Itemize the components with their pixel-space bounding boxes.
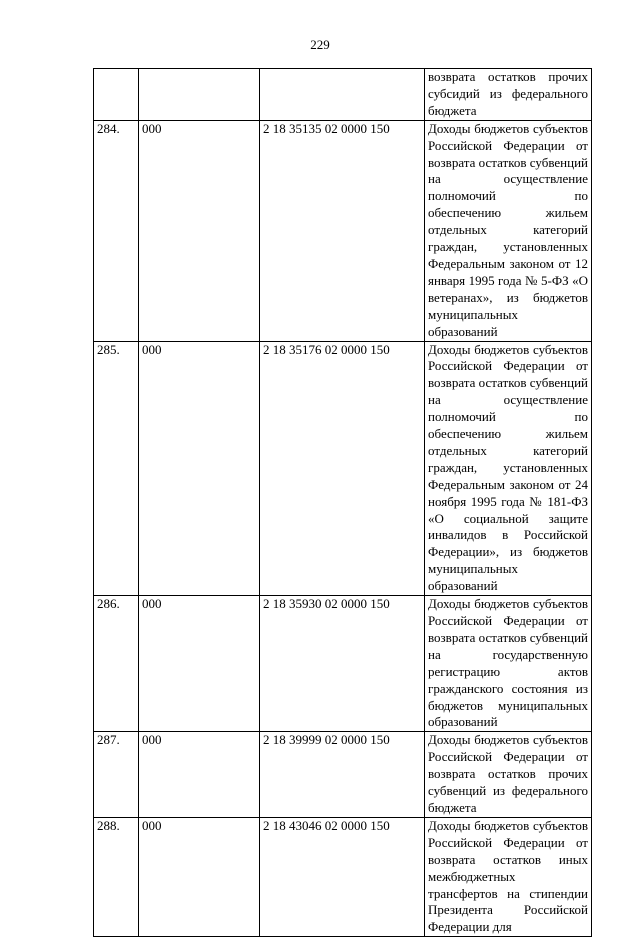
- row-number-cell: 286.: [94, 596, 139, 732]
- row-number-cell: 287.: [94, 732, 139, 818]
- table-row: [94, 817, 592, 936]
- admin-code-cell: 000: [139, 596, 260, 732]
- description-cell: Доходы бюджетов субъектов Российской Федерации от возврата остатков субвенций на осуществление полномочий по обеспечению жильем отдельных категорий граждан, установленных Федеральным законом от 12 января 1995 года № 5-ФЗ «О ветеранах», из бюджетов муниципальных образований: [425, 120, 592, 341]
- budget-code-cell: 2 18 35176 02 0000 150: [260, 341, 425, 596]
- description-cell: возврата остатков прочих субсидий из федерального бюджета: [425, 69, 592, 121]
- budget-code-cell: 2 18 35135 02 0000 150: [260, 120, 425, 341]
- budget-code-cell: [260, 69, 425, 121]
- admin-code-cell: 000: [139, 732, 260, 818]
- table-row: [94, 120, 592, 341]
- description-cell: Доходы бюджетов субъектов Российской Федерации от возврата остатков прочих субвенций из федерального бюджета: [425, 732, 592, 818]
- description-cell: Доходы бюджетов субъектов Российской Федерации от возврата остатков субвенций на осуществление полномочий по обеспечению жильем отдельных категорий граждан, установленных Федеральным законом от 24 ноября 1995 года № 181-ФЗ «О социальной защите инвалидов в Российской Федерации», из бюджетов муниципальных образований: [425, 341, 592, 596]
- row-number-cell: [94, 69, 139, 121]
- row-number-cell: 284.: [94, 120, 139, 341]
- description-cell: Доходы бюджетов субъектов Российской Федерации от возврата остатков иных межбюджетных трансфертов на стипендии Президента Российской Федерации для: [425, 817, 592, 936]
- budget-code-cell: 2 18 35930 02 0000 150: [260, 596, 425, 732]
- budget-codes-table: [93, 68, 592, 937]
- table-row: [94, 69, 592, 121]
- page-number: 229: [310, 37, 330, 52]
- row-number-cell: 285.: [94, 341, 139, 596]
- admin-code-cell: 000: [139, 817, 260, 936]
- budget-code-cell: 2 18 43046 02 0000 150: [260, 817, 425, 936]
- table-row: [94, 596, 592, 732]
- admin-code-cell: 000: [139, 120, 260, 341]
- admin-code-cell: [139, 69, 260, 121]
- budget-code-cell: 2 18 39999 02 0000 150: [260, 732, 425, 818]
- row-number-cell: 288.: [94, 817, 139, 936]
- table-row: [94, 341, 592, 596]
- admin-code-cell: 000: [139, 341, 260, 596]
- description-cell: Доходы бюджетов субъектов Российской Федерации от возврата остатков субвенций на государственную регистрацию актов гражданского состояния из бюджетов муниципальных образований: [425, 596, 592, 732]
- table-row: [94, 732, 592, 818]
